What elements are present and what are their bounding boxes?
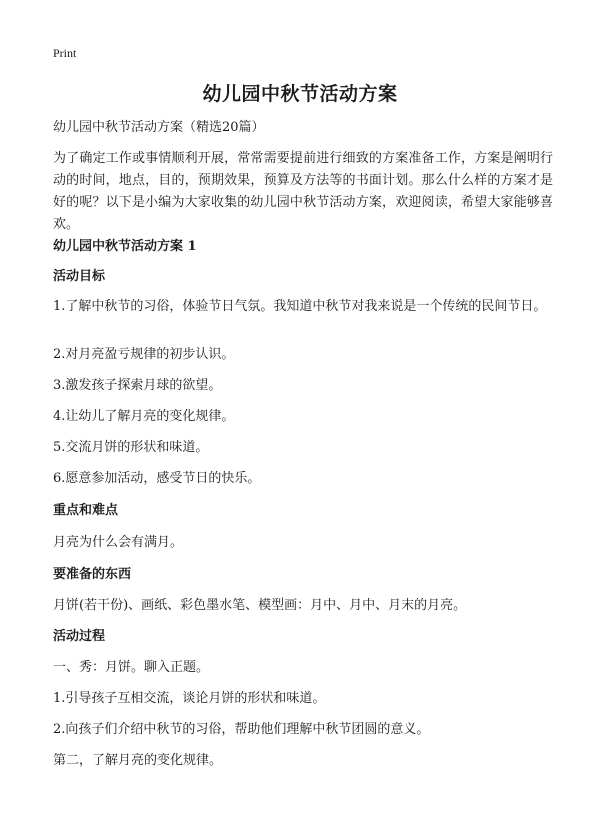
plan-1-heading: 幼儿园中秋节活动方案 1 (53, 239, 197, 254)
key-points-text: 月亮为什么会有满月。 (53, 535, 184, 550)
goal-heading: 活动目标 (53, 269, 106, 284)
process-item-1: 一、秀：月饼。聊入正题。 (53, 660, 210, 675)
process-heading: 活动过程 (53, 629, 106, 644)
intro-paragraph: 为了确定工作或事情顺利开展，常常需要提前进行细致的方案准备工作，方案是阐明行动的时间，地点，目的，预期效果，预算及方法等的书面计划。那么什么样的方案才是好的呢？以下是小编为大家收集的幼儿园中秋节活动方案，欢迎阅读，希望大家能够喜欢。 (53, 151, 553, 232)
goal-item-6: 6.愿意参加活动，感受节日的快乐。 (53, 471, 261, 486)
preparation-text: 月饼(若干份)、画纸、彩色墨水笔、模型画：月中、月中、月末的月亮。 (53, 598, 467, 613)
print-link[interactable]: Print (53, 46, 77, 60)
goal-item-3: 3.激发孩子探索月球的欲望。 (53, 378, 222, 393)
document-subtitle: 幼儿园中秋节活动方案（精选20篇） (53, 120, 265, 135)
goal-item-2: 2.对月亮盈亏规律的初步认识。 (53, 347, 235, 362)
key-points-heading: 重点和难点 (53, 503, 119, 518)
preparation-heading: 要准备的东西 (53, 567, 132, 582)
goal-item-1: 1.了解中秋节的习俗，体验节日气氛。我知道中秋节对我来说是一个传统的民间节日。 (53, 299, 547, 314)
goal-item-4: 4.让幼儿了解月亮的变化规律。 (53, 409, 235, 424)
goal-item-5: 5.交流月饼的形状和味道。 (53, 440, 209, 455)
process-item-4: 第二，了解月亮的变化规律。 (53, 753, 223, 768)
process-item-2: 1.引导孩子互相交流，谈论月饼的形状和味道。 (53, 691, 326, 706)
document-title: 幼儿园中秋节活动方案 (202, 83, 398, 105)
process-item-3: 2.向孩子们介绍中秋节的习俗，帮助他们理解中秋节团圆的意义。 (53, 722, 430, 737)
